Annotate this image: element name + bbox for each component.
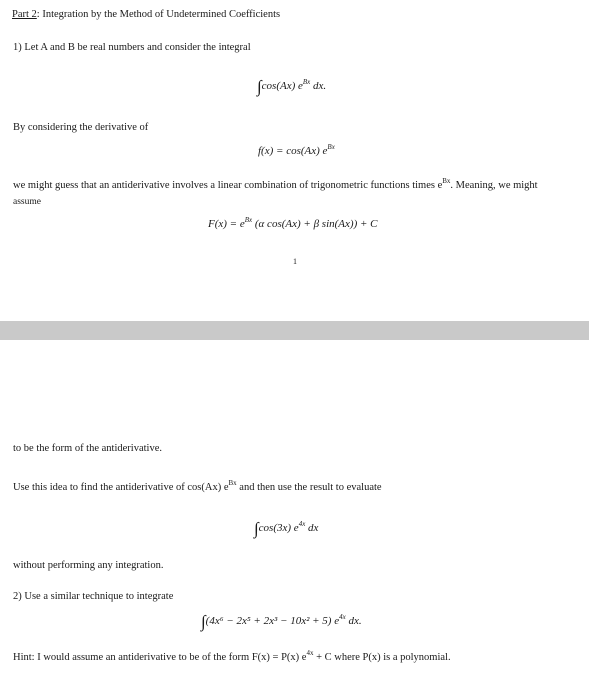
- polynomial-integral: ∫(4x⁶ − 2x⁵ + 2x³ − 10x² + 5) $e^{4x}$ dx.: [201, 612, 362, 631]
- cos3x-integral: ∫cos(3x) $e^{4x}$ dx: [254, 519, 319, 538]
- form-text: to be the form of the antiderivative.: [13, 443, 162, 454]
- derivative-text: By considering the derivative of: [13, 122, 149, 133]
- part-label: Part 2: [12, 9, 37, 20]
- guess-text: we might guess that an antiderivative involves a linear combination of trigonometric functions times $e^{Bx}$. Meaning, we might: [13, 177, 538, 191]
- page-break-divider: [0, 321, 589, 340]
- f-equation: f(x) = cos(Ax) $e^{Bx}$: [258, 143, 335, 157]
- page-number: 1: [293, 257, 297, 266]
- integral-equation: ∫cos(Ax) $e^{Bx}$ dx.: [257, 77, 327, 96]
- without-text: without performing any integration.: [13, 560, 164, 571]
- part-heading: [12, 9, 280, 21]
- question-2-intro: 2) Use a similar technique to integrate: [13, 591, 174, 602]
- hint-text: Hint: I would assume an antiderivative to be of the form F(x) = P(x) $e^{4x} + C$ where P(x) is a polynomial.: [13, 649, 451, 663]
- F-equation: $F(x) = e^{Bx}$ (α cos(Ax) + β sin(Ax)) + C: [208, 216, 378, 230]
- assume-text: assume: [13, 197, 41, 207]
- use-idea-text: Use this idea to find the antiderivative of cos(Ax) $e^{Bx}$ and then use the result to evaluate: [13, 479, 382, 493]
- part-title: : Integration by the Method of Undetermined Coefficients: [36, 9, 281, 20]
- question-1-intro: 1) Let A and B be real numbers and consider the integral: [13, 42, 251, 53]
